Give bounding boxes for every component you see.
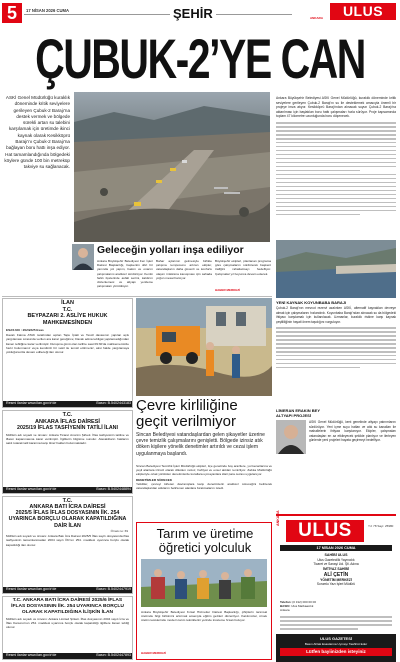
notice-1-footer-right: Basın: B.5402443183 (96, 401, 131, 405)
notice-1-heading-2: T.C. (62, 307, 73, 313)
notice-4-footer (3, 653, 133, 659)
imprint-gm-name: ALİ ÇETİN (323, 571, 349, 578)
notice-3-footer-left: Resmi ilanlar www.ilan.gov.tr'de (6, 587, 57, 591)
imprint-logo-side: ANKARA (276, 510, 280, 526)
imprint-editor-label: YÖNETİM MERKEZİ (320, 577, 352, 582)
roads-title: Geleceğin yolları inşa ediliyor (97, 245, 244, 256)
roads-col-3: Büyükşehir ekipleri, planlanan programa göre çalışmalarını sürdürerek başkent trafiğini rahatlatmayı hedefliyor. Çalışmalar yıl boyunca devam edecek. (215, 259, 271, 276)
koyunbaba-dam-photo (276, 240, 396, 298)
imprint-footer (276, 634, 396, 662)
notice-1-footer-left: Resmi ilanlar www.ilan.gov.tr'de (6, 401, 57, 405)
imprint-logo (286, 520, 364, 542)
notice-1-heading-1: İLAN (61, 300, 74, 306)
right-story (276, 300, 396, 406)
lead-text (4, 95, 70, 243)
roads-col-2: Bahar aylarının gelmesiyle birlikte çalışma temposunu artıran ekipler, vatandaşların daha güvenli ve konforlu ulaşım imkânına kavuşması için sahada yoğun mesai harcıyor. (156, 259, 212, 280)
imprint-phone-label: Telefon: (280, 600, 292, 604)
imprint-owner-label: SAHİBİ ULUS (324, 553, 348, 557)
lead-paragraph: ASKİ Genel Müdürlüğü kuraklık döneminde kritik seviyelere gerileyen Çubuk-2 Barajı'na destek vermek ve bölgede sürekli artan su talebini karşılamak için üretimde ikinci kaynak olarak Kesikköprü Barajı'nı Çubuk-2 Barajı'na bağlayan boru hattı inşa ediyor. Hat tamamlandığında bölgedeki köylere günde 100 bin metreküp takviye su sağlanacak. (4, 95, 70, 170)
right-story-continued (276, 327, 396, 368)
pollution-body (136, 464, 272, 520)
notice-3-body: Müflisin adı soyadı ve ünvanı: Ankara Batı İcra Dairesi 2025/5 İflas sayılı dosyasında iflas tasfiyesinin tamamlanmadan 2004 sayılı İİK'nın 254. maddesi uyarınca borçlu olarak kapatıldığı ilan olunur. (6, 534, 129, 547)
agriculture-photo (141, 559, 267, 607)
imprint-since: Yıl: 78 Sayı: 25980 (368, 524, 394, 528)
imprint-print-label: BASKI: (280, 604, 291, 609)
agriculture-title-line-1: Tarım ve üretime (156, 526, 254, 541)
notice-3-ref: Örnek no: 69 (110, 529, 128, 534)
page-header (0, 0, 400, 26)
roads-byline: HABER MERKEZİ (215, 288, 241, 292)
pollution-body-text-2: Yetkililer, çevreyi kirleten davranışlara karşı denetimlerin aralıksız süreceğini belirterek vatandaşlardan atıklarını belirlenen alanlara bırakmalarını istedi. (136, 481, 272, 491)
imprint-owner-line: Ticaret ve Sanayi Ltd. Şti. Adına (313, 561, 359, 566)
imprint-logo-text: ULUS (298, 520, 352, 541)
pollution-lead: Sincan Belediyesi vatandaşlardan gelen şikayetler üzerine çevre temizlik çalışmalarını genişletti. Bölgede izinsiz atık döken kişilere yönelik denetimler artırıldı ve cezai işlem uygulanmaya başlandı. (136, 432, 265, 457)
notice-2-footer (3, 487, 133, 493)
notice-3-footer-right: Basın: B.5402447919 (96, 587, 131, 591)
notice-2-heading-3: 2025/19 İFLAS TASFİYENİN TATİLİ İLANI (17, 425, 118, 431)
header-logo-sub: ANKARA (310, 16, 323, 20)
notice-4-heading-2: İFLAS DOSYASININ İİK. 254 UYARINCA BORÇLU (11, 604, 124, 609)
imprint-masthead (276, 510, 396, 660)
notice-2-body: Müflisin adı soyadı ve ünvanı: Ankara Ticaret Anonim Şirketi. İflas tasfiyesinin tatiline ve iflasın kapanmasına karar verilmiştir. İlgililerin bilgisine sunulur. Alacaklıların haklarını saklı tutarak tatil kararına karşı itiraz hakları bulunmaktadır. (6, 433, 129, 446)
notice-2-heading-2: ANKARA İFLAS DAİRESİ (35, 419, 100, 425)
imprint-address: Ankara (280, 608, 290, 613)
pollution-subhead: DENETİMLER SÜRECEK (136, 477, 173, 482)
section-title: ŞEHİR (170, 6, 216, 21)
notice-1-heading-3: BEYPAZARI 2. ASLİYE HUKUK MAHKEMESİNDEN (27, 313, 108, 326)
header-logo-text: ULUS (342, 3, 384, 19)
page-number: 5 (6, 3, 17, 23)
pollution-title-line-2: geçit verilmiyor (136, 413, 237, 430)
notice-1-case-no: ESAS NO : 2024/225 Esas (6, 328, 44, 332)
agriculture-title (143, 527, 267, 555)
imprint-editor-name: Sorumlu Yazı İşleri Müdürü (316, 582, 356, 587)
notice-1-footer (3, 401, 133, 407)
pollution-title-line-1: Çevre kirliliğine (136, 397, 238, 414)
cleanup-photo (136, 298, 272, 396)
right-story-title: YENİ KAYNAK KOYUNBABA BARAJI (276, 300, 347, 305)
issue-date: 17 NİSAN 2026 CUMA (26, 8, 72, 13)
notice-3-footer (3, 587, 133, 593)
notice-2-heading-1: T.C. (62, 412, 73, 418)
dam-construction-photo (74, 92, 270, 242)
notice-3-heading-2: ANKARA BATI İCRA DAİRESİ (29, 504, 106, 510)
imprint-contact (280, 600, 392, 613)
agriculture-body: Ankara Büyükşehir Belediyesi Kırsal Hizmetler Dairesi Başkanlığı, çiftçilerin tarımsal üretimde bilgi birikimini artırmak amacıyla eğitim gezileri düzenliyor. Katılımcılar, örnek üretim tesislerinde modern tarım tekniklerini yerinde inceleme fırsatı buluyor. (141, 610, 267, 623)
article-roads (72, 244, 270, 294)
columnist-title-1: LİMERAN ERAKIN BEY (276, 408, 321, 413)
legal-notice-iflas-tatil (2, 410, 133, 494)
notice-2-footer-right: Basın: B.5402448894 (96, 487, 131, 491)
roads-col-1: Ankara Büyükşehir Belediyesi Fen İşleri Dairesi Başkanlığı, başkentin dört bir yanında yol yapım, bakım ve onarım çalışmalarını aralıksız sürdürüyor. Kentin farklı ilçelerinde asfalt serimi, kaldırım düzenlemesi ve altyapı yenileme çalışmaları yürütülüyor. (97, 259, 153, 289)
notice-4-body: Müflisin adı soyadı ve ünvanı: Ankara Limited Şirketi. İflas dosyasının 2004 sayılı İcra ve İflas Kanunu'nun 254. maddesi uyarınca borçlu olarak kapatıldığı ilgililere ilanen tebliğ olunur. (6, 617, 129, 630)
right-article (276, 96, 396, 242)
agriculture-title-line-2: öğretici yolculuk (158, 540, 252, 555)
imprint-footer-1: ULUS GAZETESİ (319, 636, 352, 641)
notice-2-footer-left: Resmi ilanlar www.ilan.gov.tr'de (6, 487, 57, 491)
page-header-rule (24, 14, 292, 15)
legal-notice-beypazari (2, 298, 133, 408)
imprint-footer-2: Basın Ahlak Esaslarına Uymayı Taahhüt Eder (304, 642, 368, 646)
imprint-date-bar: 17 NİSAN 2026 CUMA (280, 545, 392, 551)
notice-4-footer-right: Basın: B.5402447893 (96, 653, 131, 657)
imprint-phone: (0 312) 000 00 00 (292, 600, 316, 604)
imprint-gm-label: İMTİYAZ SAHİBİ (323, 567, 349, 571)
columnist-body: ASKİ Genel Müdürlüğü, kent genelinde altyapı yatırımlarını sürdürüyor. Yeni içme suyu hatları ve atık su kanalları ile mahallelerin ihtiyacı karşılanıyor. Ekipler, çalışmaları vatandaşları en az etkileyecek şekilde planlıyor ve ilerleyen günlerde yeni projeleri hayata geçirmeyi hedefliyor. (309, 420, 396, 442)
agriculture-article (136, 522, 272, 660)
header-logo (330, 3, 396, 20)
notice-3-heading-3: 2025/5 İFLAS İFLAS DOSYASININ İİK. 254 UYARINCA BORÇLU OLARAK KAPATILDIĞINA DAİR İLAN (8, 510, 127, 529)
right-story-body: Çubuk-2 Barajı'nın mevcut rezervi azalırken ASKİ, alternatif kaynakları devreye almak için çalışmalarını hızlandırdı. Koyunbaba Barajı'ndan alınacak su da bölgedeki ihtiyacı karşılamak için kullanılacak. Uzmanlar, kuraklık riskine karşı kaynak çeşitliliğinin hayati önem taşıdığını vurguluyor. (276, 306, 396, 324)
imprint-owner-sub: Ulus Gazetecilik Yayıncılık (317, 557, 355, 562)
notice-3-heading-1: T.C. (62, 498, 73, 504)
pollution-body-text: Sincan Belediyesi Temizlik İşleri Müdürlüğü ekipleri, ilçe genelinde boş arazilere, yol kenarlarına ve yeşil alanlara izinsiz olarak dökülen moloz, hafriyat ve evsel atıkları temizliyor. Zabıta Müdürlüğü ekipleriyle ortak yürütülen denetimlerde kurallara uymayanlara idari para cezası uygulanıyor. (136, 464, 272, 477)
notice-4-heading-1: T.C. ANKARA BATI İCRA DAİRESİ 2025/6 İFLAS (12, 598, 123, 603)
section-divider (2, 296, 272, 297)
main-headline: ÇUBUK-2’YE CAN (35, 28, 365, 91)
right-article-continued (276, 122, 396, 215)
imprint-details (280, 616, 392, 632)
columnist-photo (276, 420, 306, 454)
imprint-owner (280, 553, 392, 586)
legal-notice-bati-icra-1 (2, 496, 133, 594)
right-article-text: Ankara Büyükşehir Belediyesi ASKİ Genel Müdürlüğü, kuraklık döneminde kritik seviyelere gerileyen Çubuk-2 Barajı'nı su ile desteklemek amacıyla önemli bir projeye imza atıyor. Kesikköprü Barajı'ndan alınacak suyun Çubuk-2 Barajı'na aktarılması için başlatılan boru hattı çalışmaları hızla sürüyor. Proje kapsamında toplam 47 kilometre uzunluğunda boru döşenecek. (276, 96, 396, 119)
notice-4-heading-3: OLARAK KAPATILDIĞINA İLİŞKİN İLAN (21, 610, 114, 615)
columnist-title-2: ALTYAPI PROJESİ (276, 413, 311, 418)
imprint-footer-3: Lütfen bayiinizden isteyiniz (280, 648, 392, 656)
agriculture-byline: HABER MERKEZİ (141, 651, 167, 655)
columnist-block (276, 408, 396, 512)
pollution-title (136, 398, 272, 430)
notice-4-footer-left: Resmi ilanlar www.ilan.gov.tr'de (6, 653, 57, 657)
legal-notice-bati-icra-2 (2, 596, 133, 660)
imprint-print-value: Ulus Matbaacılık (291, 604, 314, 609)
roads-portrait-photo (72, 244, 94, 270)
notice-1-body: Davalı Fatma ATAK tarafından açılan Tapu İptali ve Tescil davasının yapılan açık yargılaması sırasında verilen ara karar gereğince; Davalı adına tebligat yapılamadığından ilanen tebliğine karar verilmiştir. Duruşma günü olan tarihte saat 09:30'da mahkememizde hazır bulunmanız veya kendinizi bir vekil ile temsil ettirmeniz, aksi halde yargılamaya yokluğunuzda devam edileceği ilan olunur. (6, 333, 129, 355)
